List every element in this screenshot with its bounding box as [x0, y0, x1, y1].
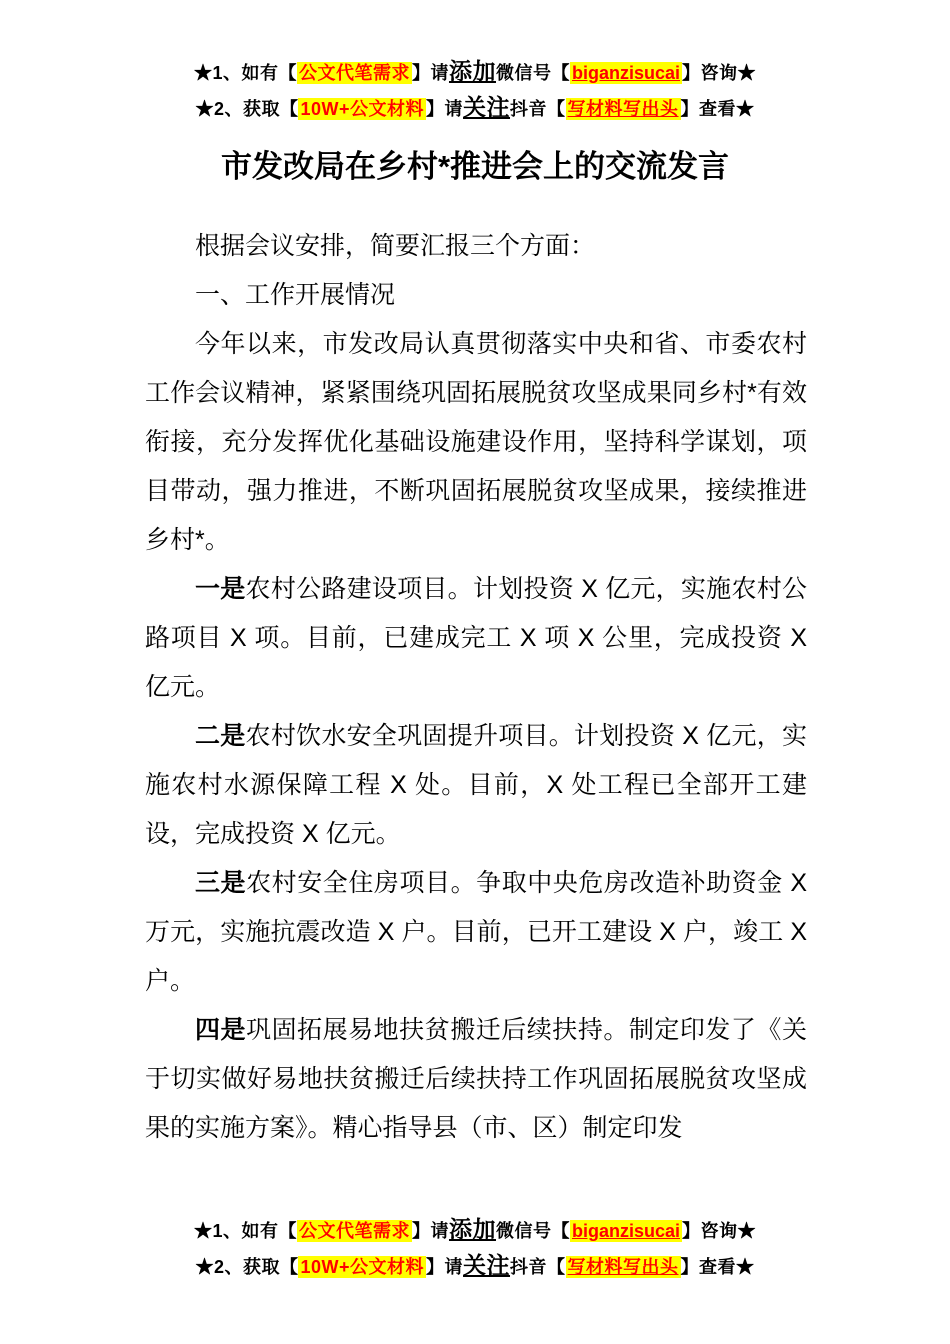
promo-prefix: ★2、获取【: [195, 1257, 299, 1277]
paragraph-lead: 四是: [195, 1016, 247, 1044]
paragraph-lead: 一是: [195, 575, 246, 603]
promo-suffix: 】咨询★: [682, 63, 757, 83]
promo-highlight-materials: 10W+公文材料: [300, 1257, 425, 1277]
promo-suffix: 】查看★: [680, 99, 755, 119]
header-promo: [0, 54, 950, 126]
promo-douyin-id: 写材料写出头: [567, 1257, 679, 1277]
promo-suffix: 】咨询★: [682, 1221, 757, 1241]
promo-mid: 】请: [411, 1221, 449, 1241]
document-body: [145, 222, 807, 1153]
footer-promo-line-1: [0, 1212, 950, 1248]
paragraph-intro: [145, 222, 807, 271]
paragraph-overview: [145, 320, 807, 565]
promo-highlight-service: 公文代笔需求: [298, 1221, 410, 1241]
paragraph-text: 根据会议安排，简要汇报三个方面：: [195, 232, 596, 260]
promo-wechat-id: biganzisucai: [571, 63, 681, 83]
paragraph-text: 一、工作开展情况: [195, 281, 396, 309]
footer-promo-line-2: [0, 1248, 950, 1284]
promo-douyin-id: 写材料写出头: [567, 99, 679, 119]
promo-highlight-materials: 10W+公文材料: [300, 99, 425, 119]
header-promo-line-2: [0, 90, 950, 126]
promo-wechat-id: biganzisucai: [571, 1221, 681, 1241]
paragraph-item-3: [145, 859, 807, 1006]
paragraph-text: 农村公路建设项目。计划投资 X 亿元，实施农村公路项目 X 项。目前，已建成完工 X 项 X 公里，完成投资 X 亿元。: [145, 575, 807, 701]
promo-prefix: ★1、如有【: [193, 63, 297, 83]
promo-highlight-service: 公文代笔需求: [298, 63, 410, 83]
promo-mid: 】请: [426, 1257, 464, 1277]
promo-mid: 】请: [426, 99, 464, 119]
paragraph-section-heading: [145, 271, 807, 320]
paragraph-lead: 二是: [195, 722, 246, 750]
promo-mid2: 微信号【: [495, 1221, 570, 1241]
paragraph-item-4: [145, 1006, 807, 1153]
paragraph-lead: 三是: [195, 869, 247, 897]
document-title: 市发改局在乡村*推进会上的交流发言: [220, 149, 730, 184]
promo-mid2: 抖音【: [510, 1257, 566, 1277]
promo-prefix: ★1、如有【: [193, 1221, 297, 1241]
promo-suffix: 】查看★: [680, 1257, 755, 1277]
promo-underline-follow: 关注: [463, 94, 511, 120]
paragraph-text: 巩固拓展易地扶贫搬迁后续扶持。制定印发了《关于切实做好易地扶贫搬迁后续扶持工作巩固拓展脱贫攻坚成果的实施方案》。精心指导县（市、区）制定印发: [145, 1016, 807, 1142]
paragraph-text: 农村饮水安全巩固提升项目。计划投资 X 亿元，实施农村水源保障工程 X 处。目前，X 处工程已全部开工建设，完成投资 X 亿元。: [145, 722, 807, 848]
header-promo-line-1: [0, 54, 950, 90]
promo-underline-follow: 关注: [463, 1252, 511, 1278]
promo-mid2: 微信号【: [495, 63, 570, 83]
promo-mid: 】请: [411, 63, 449, 83]
promo-underline-add: 添加: [448, 1216, 496, 1242]
paragraph-item-1: [145, 565, 807, 712]
paragraph-text: 农村安全住房项目。争取中央危房改造补助资金 X 万元，实施抗震改造 X 户。目前，已开工建设 X 户，竣工 X 户。: [145, 869, 807, 995]
paragraph-text: 今年以来，市发改局认真贯彻落实中央和省、市委农村工作会议精神，紧紧围绕巩固拓展脱贫攻坚成果同乡村*有效衔接，充分发挥优化基础设施建设作用，坚持科学谋划，项目带动，强力推进，不断巩固拓展脱贫攻坚成果，接续推进乡村*。: [145, 330, 807, 554]
footer-promo: [0, 1212, 950, 1284]
promo-prefix: ★2、获取【: [195, 99, 299, 119]
promo-mid2: 抖音【: [510, 99, 566, 119]
promo-underline-add: 添加: [448, 58, 496, 84]
paragraph-item-2: [145, 712, 807, 859]
